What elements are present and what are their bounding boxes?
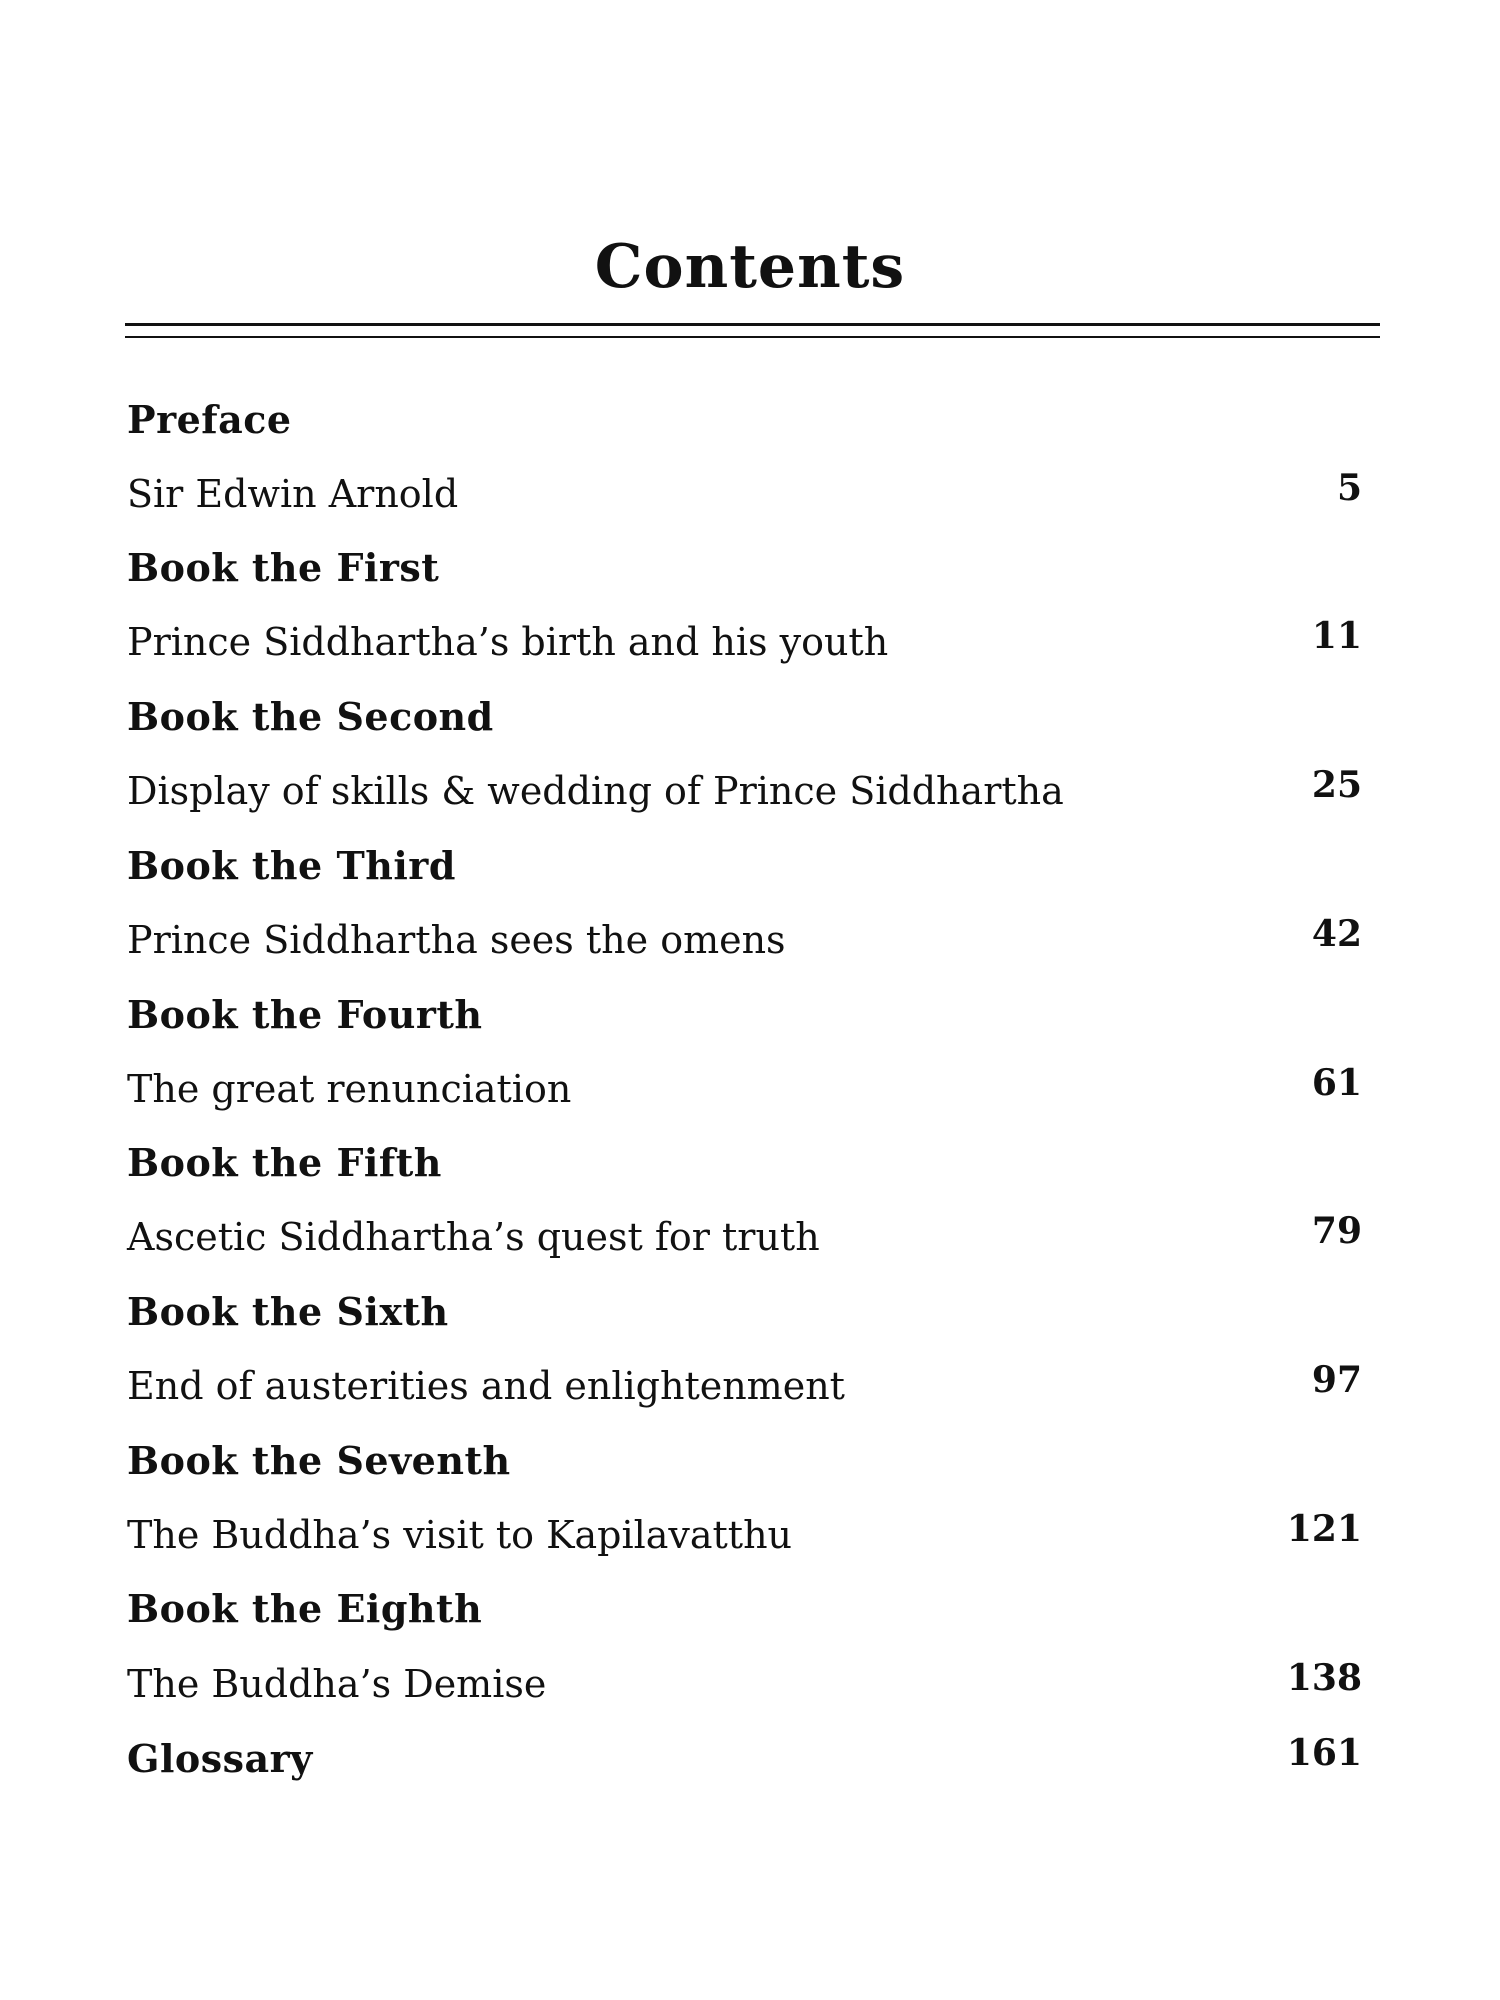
toc-page-number: 121 <box>1286 1508 1362 1550</box>
toc-heading-book-seventh[interactable] <box>127 1435 1362 1487</box>
toc-page-number: 11 <box>1311 615 1362 657</box>
toc-heading-label: Book the Sixth <box>127 1289 449 1334</box>
toc-entry-book-third[interactable] <box>127 914 1362 966</box>
toc-entry-preface[interactable] <box>127 468 1362 520</box>
toc-heading-label: Book the Seventh <box>127 1438 511 1483</box>
toc-heading-book-fourth[interactable] <box>127 989 1362 1041</box>
toc-heading-label: Book the Eighth <box>127 1586 483 1631</box>
toc-heading-label: Book the Second <box>127 694 494 739</box>
toc-entry-book-second[interactable] <box>127 765 1362 817</box>
toc-entry-label: End of austerities and enlightenment <box>127 1364 845 1408</box>
toc-entry-label: Sir Edwin Arnold <box>127 472 459 516</box>
toc-heading-label: Book the Third <box>127 843 456 888</box>
toc-entry-book-sixth[interactable] <box>127 1360 1362 1412</box>
toc-heading-label: Book the Fourth <box>127 992 483 1037</box>
toc-heading-book-first[interactable] <box>127 542 1362 594</box>
title-rule-bottom <box>125 336 1380 338</box>
title-rule-top <box>125 323 1380 326</box>
toc-page-number: 161 <box>1286 1732 1362 1774</box>
toc-heading-label: Glossary <box>127 1736 313 1781</box>
toc-entry-label: Prince Siddhartha sees the omens <box>127 918 786 962</box>
toc-heading-label: Book the Fifth <box>127 1140 442 1185</box>
toc-page-number: 79 <box>1311 1210 1362 1252</box>
toc-heading-glossary[interactable] <box>127 1733 1362 1785</box>
toc-page-number: 138 <box>1286 1657 1362 1699</box>
toc-entry-book-seventh[interactable] <box>127 1509 1362 1561</box>
toc-heading-label: Book the First <box>127 545 440 590</box>
toc-entry-book-first[interactable] <box>127 616 1362 668</box>
toc-entry-book-eighth[interactable] <box>127 1658 1362 1710</box>
toc-page-number: 5 <box>1336 467 1362 509</box>
page-title: Contents <box>594 232 906 302</box>
toc-heading-book-second[interactable] <box>127 691 1362 743</box>
toc-heading-preface[interactable] <box>127 394 1362 446</box>
toc-page-number: 42 <box>1311 913 1362 955</box>
toc-entry-book-fifth[interactable] <box>127 1211 1362 1263</box>
toc-entry-label: Prince Siddhartha’s birth and his youth <box>127 620 889 664</box>
toc-entry-label: Ascetic Siddhartha’s quest for truth <box>127 1215 820 1259</box>
toc-entry-label: Display of skills & wedding of Prince Siddhartha <box>127 769 1064 813</box>
toc-entry-label: The Buddha’s visit to Kapilavatthu <box>127 1513 793 1557</box>
toc-entry-label: The Buddha’s Demise <box>127 1662 547 1706</box>
toc-heading-book-fifth[interactable] <box>127 1137 1362 1189</box>
toc-page-number: 97 <box>1311 1359 1362 1401</box>
toc-entry-label: The great renunciation <box>127 1067 572 1111</box>
toc-entry-book-fourth[interactable] <box>127 1063 1362 1115</box>
toc-heading-label: Preface <box>127 397 292 442</box>
toc-heading-book-eighth[interactable] <box>127 1583 1362 1635</box>
toc-page-number: 61 <box>1311 1062 1362 1104</box>
toc-heading-book-sixth[interactable] <box>127 1286 1362 1338</box>
toc-page-number: 25 <box>1311 764 1362 806</box>
toc-heading-book-third[interactable] <box>127 840 1362 892</box>
